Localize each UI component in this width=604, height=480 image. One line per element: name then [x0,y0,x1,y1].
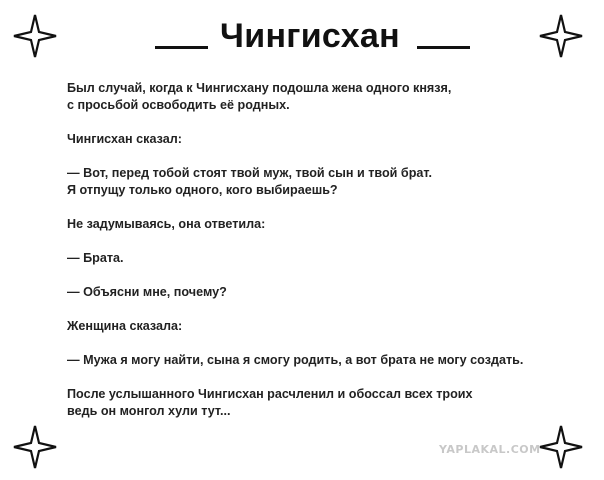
paragraph [67,318,592,335]
text-line: Я отпущу только одного, кого выбираешь? [67,183,338,197]
story-text [67,80,592,437]
text-line: Чингисхан сказал: [67,132,182,146]
text-line: — Брата. [67,251,124,265]
text-line: — Объясни мне, почему? [67,285,227,299]
paragraph [67,352,592,369]
paragraph [67,386,592,420]
text-line: Был случай, когда к Чингисхану подошла жена одного князя, [67,81,452,95]
text-line: Женщина сказала: [67,319,183,333]
watermark: YAPLAKAL.COM [439,443,541,456]
text-line: — Мужа я могу найти, сына я смогу родить, а вот брата не могу создать. [67,353,524,367]
paragraph [67,216,592,233]
paragraph [67,80,592,114]
paragraph [67,131,592,148]
text-line: — Вот, перед тобой стоят твой муж, твой сын и твой брат. [67,166,432,180]
paragraph [67,284,592,301]
paragraph [67,250,592,267]
four-point-star-icon [12,424,58,470]
text-line: ведь он монгол хули тут... [67,404,231,418]
text-line: Не задумываясь, она ответила: [67,217,266,231]
page-title: Чингисхан [220,17,400,55]
title-row [0,14,604,58]
text-line: После услышанного Чингисхан расчленил и обоссал всех троих [67,387,473,401]
paragraph [67,165,592,199]
text-line: с просьбой освободить её родных. [67,98,290,112]
title-underline-right [417,46,470,49]
